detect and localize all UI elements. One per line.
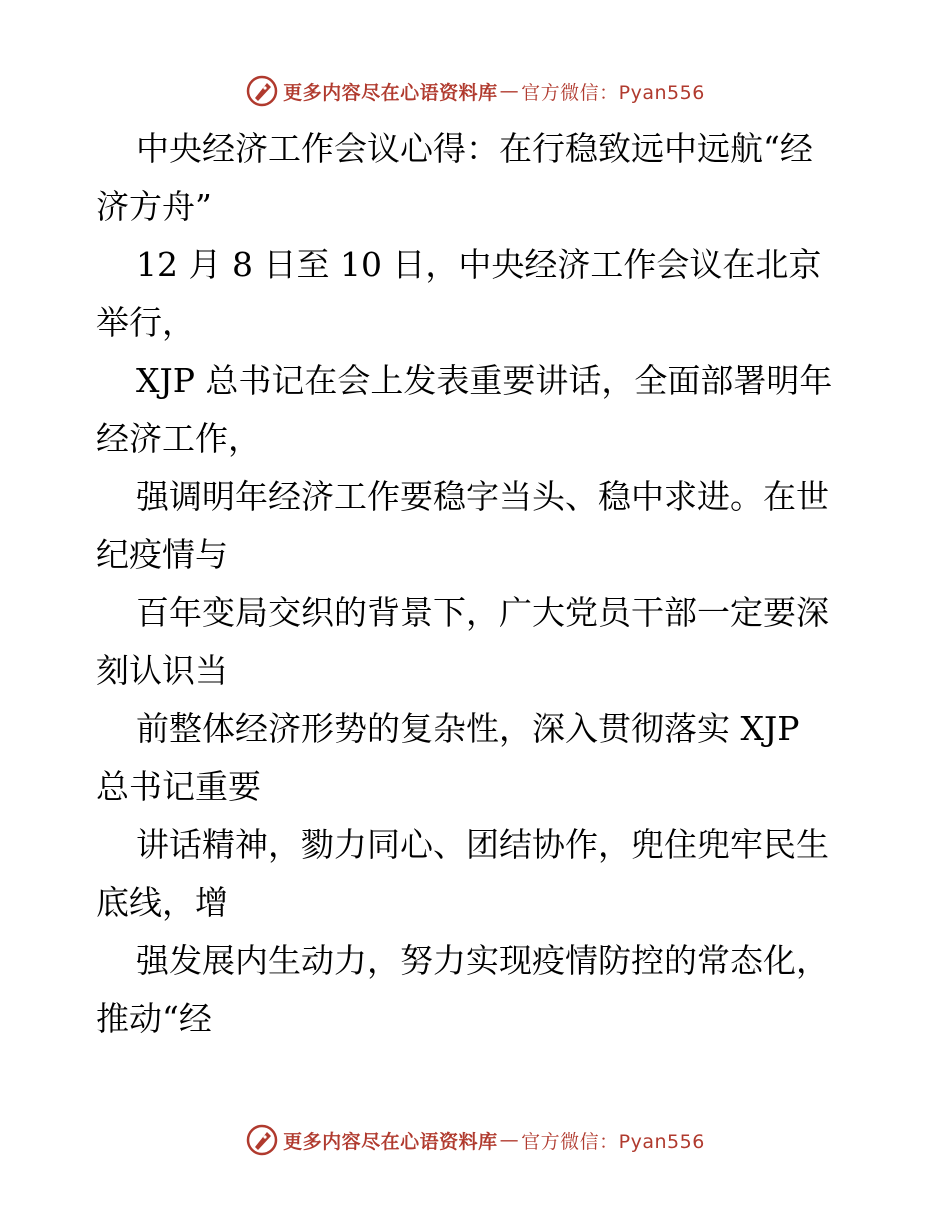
text-line: 百年变局交织的背景下，广大党员干部一定要深 — [136, 593, 829, 632]
text-line: 强调明年经济工作要稳字当头、稳中求进。在世 — [136, 477, 829, 516]
text-line: 刻认识当 — [96, 651, 228, 690]
text-line: 强发展内生动力，努力实现疫情防控的常态化， — [136, 941, 829, 980]
banner-contact-text: 官方微信：Pyan556 — [521, 1130, 705, 1153]
text-line: 前整体经济形势的复杂性，深入贯彻落实 XJP — [136, 709, 800, 748]
text-line: XJP 总书记在会上发表重要讲话，全面部署明年 — [136, 361, 833, 400]
paragraph — [96, 816, 866, 932]
pen-nib-circle-icon — [245, 1123, 279, 1157]
text-line: 中央经济工作会议心得：在行稳致远中远航“经 — [136, 129, 813, 168]
text-line: 举行， — [96, 303, 195, 342]
text-line: 底线，增 — [96, 883, 228, 922]
paragraph — [96, 932, 866, 1048]
text-line: 讲话精神，勠力同心、团结协作，兜住兜牢民生 — [136, 825, 829, 864]
banner-separator: — — [499, 1129, 520, 1151]
banner-contact-text: 官方微信：Pyan556 — [521, 81, 705, 104]
paragraph — [96, 584, 866, 700]
pen-nib-circle-icon — [245, 74, 279, 108]
text-line: 经济工作， — [96, 419, 261, 458]
paragraph — [96, 236, 866, 352]
text-line: 济方舟” — [96, 187, 212, 226]
document-body — [96, 120, 866, 1048]
banner-main-text: 更多内容尽在心语资料库 — [283, 1130, 498, 1153]
paragraph — [96, 700, 866, 816]
text-line: 12 月 8 日至 10 日，中央经济工作会议在北京 — [136, 245, 822, 284]
banner-separator: — — [499, 80, 520, 102]
text-line: 总书记重要 — [96, 767, 261, 806]
footer-banner — [0, 1122, 950, 1158]
paragraph — [96, 468, 866, 584]
text-line: 推动“经 — [96, 999, 212, 1038]
text-line: 纪疫情与 — [96, 535, 228, 574]
banner-main-text: 更多内容尽在心语资料库 — [283, 81, 498, 104]
header-banner — [0, 73, 950, 109]
paragraph — [96, 352, 866, 468]
paragraph — [96, 120, 866, 236]
